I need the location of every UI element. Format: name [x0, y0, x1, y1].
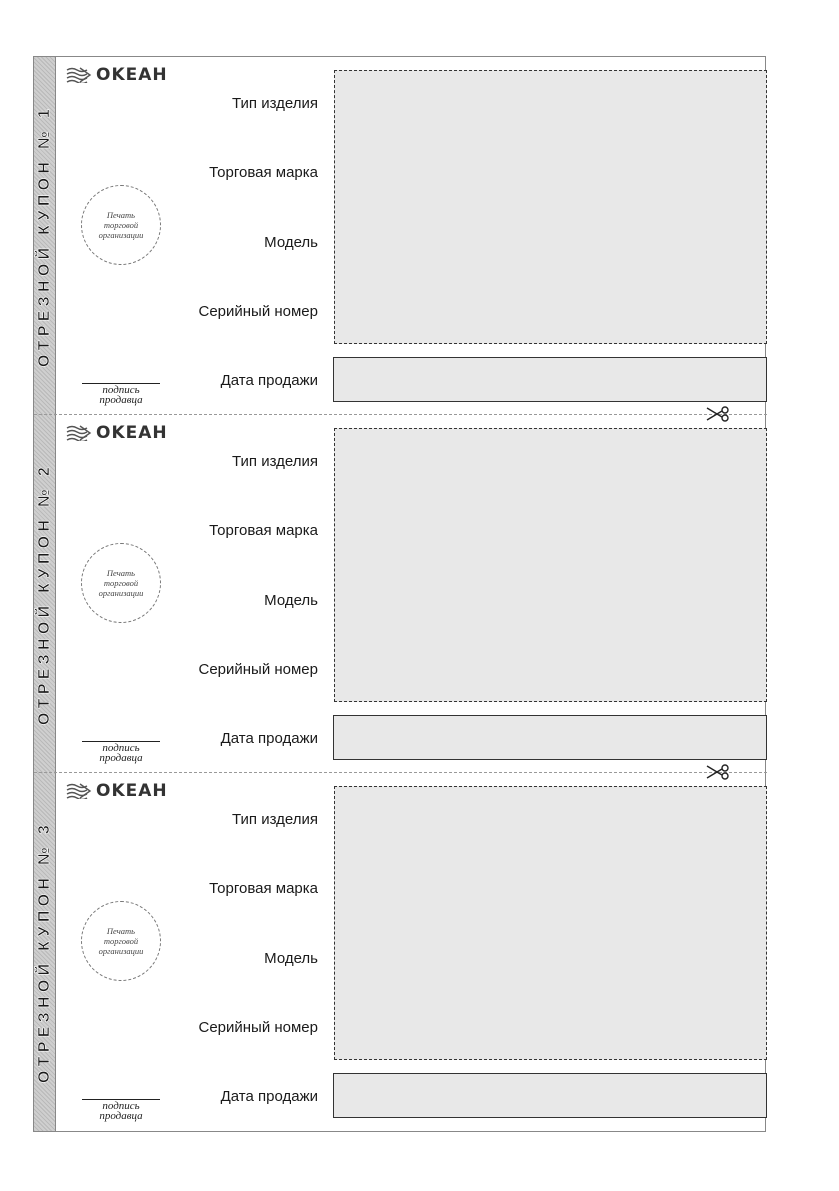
sale-date-field[interactable] [333, 1073, 767, 1118]
label-sale-date: Дата продажи [220, 1088, 318, 1105]
brand-logo-text: OKEAH [96, 423, 168, 443]
store-stamp-area [81, 543, 161, 623]
store-stamp-caption: Печать торговой организации [98, 926, 144, 956]
coupon-spine-title: ОТРЕЗНОЙ КУПОН № 3 [35, 820, 53, 1084]
store-stamp-area [81, 901, 161, 981]
scissors-icon [706, 406, 730, 422]
store-stamp-caption: Печать торговой организации [98, 568, 144, 598]
brand-logo [66, 781, 168, 801]
coupon-2 [34, 415, 767, 773]
label-product-type: Тип изделия [232, 95, 318, 112]
label-brand: Торговая марка [209, 164, 318, 181]
seller-signature-caption: подпись продавца [99, 1100, 143, 1122]
waves-logo-icon [66, 425, 92, 441]
label-product-type: Тип изделия [232, 453, 318, 470]
coupon-spine [34, 57, 56, 415]
cut-line [34, 414, 767, 415]
label-model: Модель [264, 950, 318, 967]
seller-signature-caption: подпись продавца [99, 384, 143, 406]
brand-logo-text: OKEAH [96, 65, 168, 85]
label-brand: Торговая марка [209, 880, 318, 897]
product-details-field[interactable] [334, 428, 767, 702]
coupon-spine [34, 415, 56, 773]
coupon-3 [34, 773, 767, 1131]
coupon-1 [34, 57, 767, 415]
store-stamp-area [81, 185, 161, 265]
label-model: Модель [264, 592, 318, 609]
waves-logo-icon [66, 67, 92, 83]
label-sale-date: Дата продажи [220, 372, 318, 389]
brand-logo-text: OKEAH [96, 781, 168, 801]
label-sale-date: Дата продажи [220, 730, 318, 747]
label-product-type: Тип изделия [232, 811, 318, 828]
label-serial-number: Серийный номер [198, 661, 318, 678]
brand-logo [66, 423, 168, 443]
label-brand: Торговая марка [209, 522, 318, 539]
warranty-coupon-sheet [33, 56, 766, 1132]
label-serial-number: Серийный номер [198, 1019, 318, 1036]
waves-logo-icon [66, 783, 92, 799]
cut-line [34, 772, 767, 773]
store-stamp-caption: Печать торговой организации [98, 210, 144, 240]
coupon-spine-title: ОТРЕЗНОЙ КУПОН № 1 [35, 104, 53, 368]
brand-logo [66, 65, 168, 85]
coupon-spine-title: ОТРЕЗНОЙ КУПОН № 2 [35, 462, 53, 726]
product-details-field[interactable] [334, 786, 767, 1060]
product-details-field[interactable] [334, 70, 767, 344]
scissors-icon [706, 764, 730, 780]
sale-date-field[interactable] [333, 715, 767, 760]
label-model: Модель [264, 234, 318, 251]
sale-date-field[interactable] [333, 357, 767, 402]
seller-signature-caption: подпись продавца [99, 742, 143, 764]
coupon-spine [34, 773, 56, 1131]
label-serial-number: Серийный номер [198, 303, 318, 320]
